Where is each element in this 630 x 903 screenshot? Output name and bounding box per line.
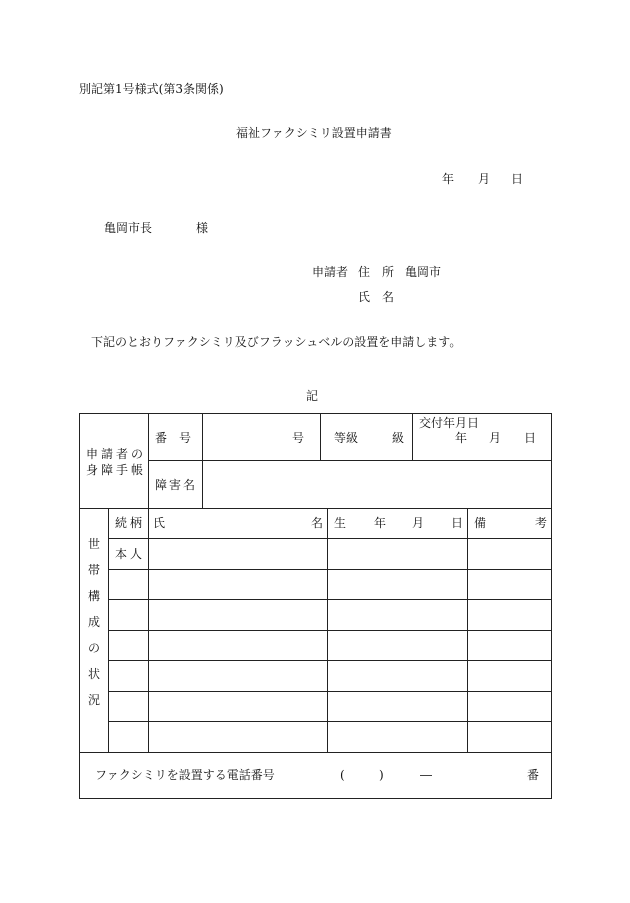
body-text: 下記のとおりファクシミリ及びフラッシュベルの設置を申請します。 bbox=[91, 335, 462, 349]
name-header-right: 名 bbox=[311, 516, 324, 530]
fax-open-paren: ( bbox=[340, 768, 345, 782]
handbook-label-line2: 身障手帳 bbox=[86, 463, 147, 477]
date-year-label: 年 bbox=[442, 172, 455, 186]
date-month-label: 月 bbox=[478, 172, 491, 186]
remarks-header-left: 備 bbox=[474, 516, 487, 530]
household-vertical-label: 世 帯 構 成 の 状 況 bbox=[87, 537, 100, 707]
form-number: 別記第1号様式(第3条関係) bbox=[79, 82, 224, 96]
issue-day-label: 日 bbox=[524, 431, 537, 445]
fax-dash: ― bbox=[420, 768, 432, 782]
birth-header-day: 日 bbox=[451, 516, 464, 530]
handbook-grade-label: 等級 bbox=[334, 431, 359, 445]
address-value: 亀岡市 bbox=[405, 265, 442, 279]
fax-suffix: 番 bbox=[527, 768, 540, 782]
page-title: 福祉ファクシミリ設置申請書 bbox=[236, 126, 392, 140]
first-row-relation: 本人 bbox=[115, 547, 146, 561]
relation-header: 続柄 bbox=[115, 516, 146, 530]
addressee-name: 亀岡市長 bbox=[104, 221, 153, 235]
name-label: 氏 名 bbox=[358, 290, 395, 304]
applicant-label: 申請者 bbox=[312, 265, 349, 279]
birth-header-prefix: 生 bbox=[334, 516, 347, 530]
disability-label: 障害名 bbox=[155, 478, 198, 492]
address-label: 住 所 bbox=[358, 265, 395, 279]
birth-header-month: 月 bbox=[412, 516, 425, 530]
birth-header-year: 年 bbox=[374, 516, 387, 530]
remarks-header-right: 考 bbox=[535, 516, 548, 530]
name-header-left: 氏 bbox=[153, 516, 166, 530]
handbook-grade-suffix: 級 bbox=[392, 431, 405, 445]
note-heading: 記 bbox=[306, 389, 319, 403]
date-day-label: 日 bbox=[511, 172, 524, 186]
handbook-number-suffix: 号 bbox=[292, 431, 305, 445]
handbook-number-label: 番 号 bbox=[155, 431, 192, 445]
fax-label: ファクシミリを設置する電話番号 bbox=[95, 768, 275, 782]
addressee-honorific: 様 bbox=[196, 221, 209, 235]
issue-year-label: 年 bbox=[455, 431, 468, 445]
issue-month-label: 月 bbox=[489, 431, 502, 445]
handbook-label-line1: 申請者の bbox=[86, 447, 147, 461]
fax-close-paren: ) bbox=[379, 768, 384, 782]
issue-date-label: 交付年月日 bbox=[419, 416, 480, 430]
